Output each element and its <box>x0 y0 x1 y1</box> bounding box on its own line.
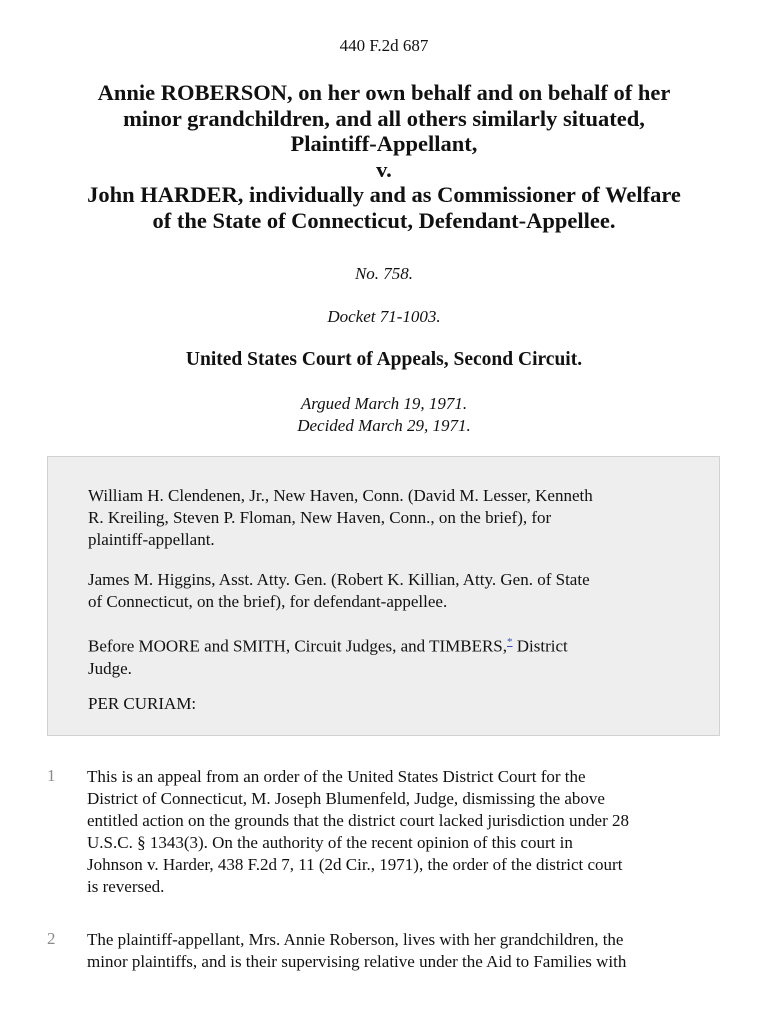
docket-number: Docket 71-1003. <box>327 307 441 326</box>
judges-text: Before MOORE and SMITH, Circuit Judges, and TIMBERS, <box>88 636 507 656</box>
counsel-line: R. Kreiling, Steven P. Floman, New Haven, Conn., on the brief), for <box>88 508 552 527</box>
paragraph-text <box>87 766 725 898</box>
court-name: United States Court of Appeals, Second Circuit. <box>185 349 583 370</box>
text-line: This is an appeal from an order of the United States District Court for the <box>87 767 586 786</box>
counsel-line: of Connecticut, on the brief), for defendant-appellee. <box>88 592 448 611</box>
decided-date: Decided March 29, 1971. <box>297 416 471 435</box>
title-line: Plaintiff-Appellant, <box>290 131 478 156</box>
text-line: Johnson v. Harder, 438 F.2d 7, 11 (2d Cir., 1971), the order of the district court <box>87 855 623 874</box>
per-curiam: PER CURIAM: <box>88 694 197 713</box>
paragraph-number: 2 <box>47 929 56 948</box>
decision-dates <box>0 393 768 437</box>
text-line: The plaintiff-appellant, Mrs. Annie Roberson, lives with her grandchildren, the <box>87 930 624 949</box>
text-line: minor plaintiffs, and is their supervising relative under the Aid to Families with <box>87 952 627 971</box>
text-line: entitled action on the grounds that the district court lacked jurisdiction under 28 <box>87 811 629 830</box>
counsel-line: William H. Clendenen, Jr., New Haven, Conn. (David M. Lesser, Kenneth <box>88 486 593 505</box>
counsel-line: James M. Higgins, Asst. Atty. Gen. (Robert K. Killian, Atty. Gen. of State <box>88 570 590 589</box>
text-line: is reversed. <box>87 877 165 896</box>
case-citation: 440 F.2d 687 <box>339 36 429 55</box>
title-line: minor grandchildren, and all others similarly situated, <box>123 105 645 131</box>
counsel-line: plaintiff-appellant. <box>88 530 215 549</box>
title-line: Annie ROBERSON, on her own behalf and on behalf of her <box>97 80 671 105</box>
case-title <box>40 80 728 233</box>
title-line: v. <box>376 156 392 182</box>
text-line: U.S.C. § 1343(3). On the authority of the recent opinion of this court in <box>87 833 573 852</box>
judges-line: Judge. <box>88 658 132 678</box>
judges-panel <box>88 631 688 680</box>
case-number: No. 758. <box>354 264 414 283</box>
text-line: District of Connecticut, M. Joseph Blumenfeld, Judge, dismissing the above <box>87 789 605 808</box>
footnote-link[interactable]: * <box>507 636 513 648</box>
argued-date: Argued March 19, 1971. <box>300 394 468 413</box>
title-line: John HARDER, individually and as Commissioner of Welfare <box>87 182 681 207</box>
judges-text-suffix: District <box>512 636 568 656</box>
title-line: of the State of Connecticut, Defendant-Appellee. <box>152 207 616 233</box>
paragraph-text <box>87 929 725 973</box>
counsel-section <box>47 456 720 736</box>
defendant-counsel <box>88 569 688 613</box>
judges-line <box>88 631 688 658</box>
plaintiff-counsel <box>88 485 688 551</box>
paragraph-number: 1 <box>47 766 56 785</box>
